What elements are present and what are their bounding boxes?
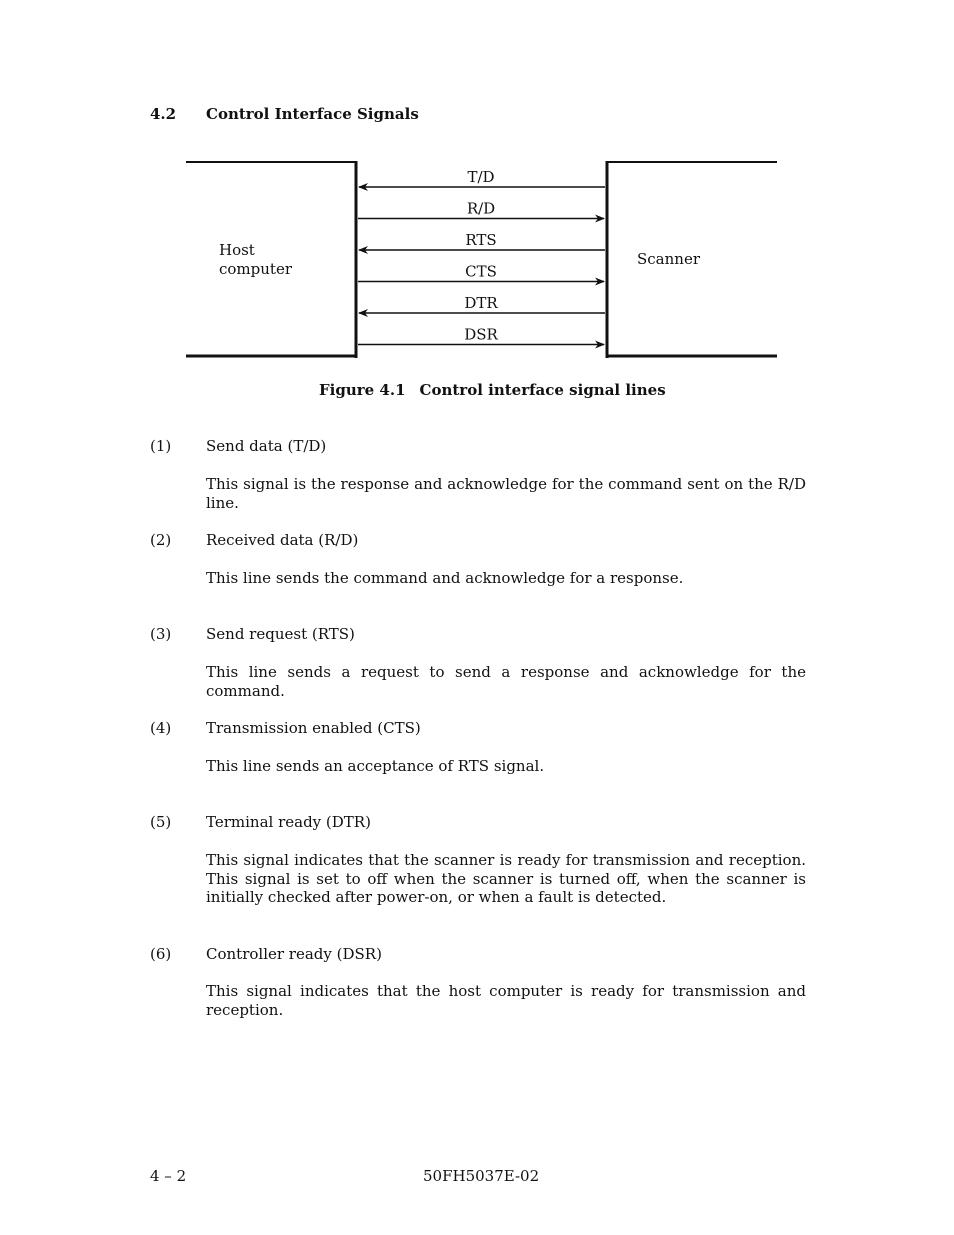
signal-label: DTR xyxy=(464,294,498,312)
page-number: 4 – 2 xyxy=(150,1167,187,1185)
section-number: 4.2 xyxy=(150,105,177,123)
item-number: (1) xyxy=(150,437,172,455)
item-description: This line sends a request to send a response and acknowledge for the command. xyxy=(206,663,806,700)
item-title: Terminal ready (DTR) xyxy=(206,813,371,831)
signal-label: DSR xyxy=(464,325,498,344)
item-description: This signal indicates that the host computer is ready for transmission and reception. xyxy=(206,982,806,1019)
signal-label: T/D xyxy=(467,168,495,186)
item-description: This signal is the response and acknowledge for the command sent on the R/D line. xyxy=(206,475,806,512)
item-title: Send request (RTS) xyxy=(206,625,355,643)
item-title: Controller ready (DSR) xyxy=(206,945,382,963)
item-number: (4) xyxy=(150,719,172,737)
figure-title: Control interface signal lines xyxy=(419,381,666,399)
signal-label: CTS xyxy=(465,262,497,281)
signal-lines xyxy=(358,168,605,345)
section-title: Control Interface Signals xyxy=(206,105,419,123)
signal-diagram xyxy=(0,0,954,420)
item-title: Transmission enabled (CTS) xyxy=(206,719,421,737)
item-number: (2) xyxy=(150,531,172,549)
scanner-label: Scanner xyxy=(637,250,700,268)
item-title: Received data (R/D) xyxy=(206,531,359,549)
signal-label: RTS xyxy=(465,231,497,249)
item-description: This line sends the command and acknowledge for a response. xyxy=(206,569,684,587)
item-number: (6) xyxy=(150,945,172,963)
figure-number: Figure 4.1 xyxy=(319,381,406,399)
item-number: (5) xyxy=(150,813,172,831)
host-label-line2: computer xyxy=(219,260,292,278)
figure-caption xyxy=(319,381,666,399)
item-number: (3) xyxy=(150,625,172,643)
item-description: This line sends an acceptance of RTS signal. xyxy=(206,757,545,775)
item-description: This signal indicates that the scanner is ready for transmission and reception. This signal is set to off when the scanner is turned off, when the scanner is initially checked after power-on, or when a fault is detected. xyxy=(206,851,806,906)
signal-label: R/D xyxy=(466,199,496,218)
item-title: Send data (T/D) xyxy=(206,437,327,455)
document-id: 50FH5037E-02 xyxy=(423,1167,540,1185)
host-label-line1: Host xyxy=(219,241,255,259)
